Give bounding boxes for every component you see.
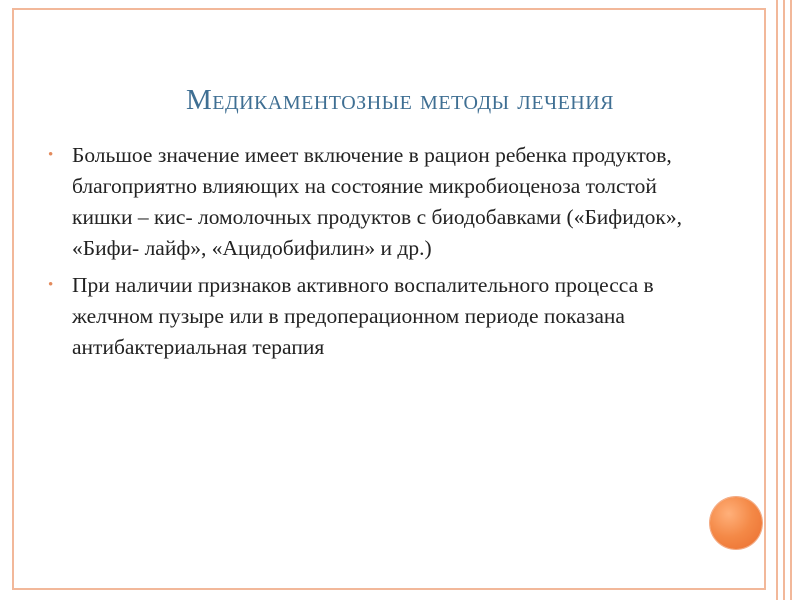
bullet-item (48, 270, 698, 363)
bullet-list (48, 140, 698, 369)
decorative-orb-icon (710, 497, 762, 549)
bullet-item (48, 140, 698, 264)
bullet-icon: • (48, 277, 54, 293)
bullet-icon: • (48, 147, 54, 163)
bullet-text: Большое значение имеет включение в рацион ребенка продуктов, благоприятно влияющих на состояние микробиоценоза толстой кишки – кис- ломолочных продуктов с биодобавками («Бифидок», «Бифи- лайф», «Ацидобифилин» и др.) (72, 143, 682, 260)
bullet-text: При наличии признаков активного воспалительного процесса в желчном пузыре или в предоперационном периоде показана антибактериальная терапия (72, 273, 654, 359)
slide-title: Медикаментозные методы лечения (185, 84, 615, 116)
